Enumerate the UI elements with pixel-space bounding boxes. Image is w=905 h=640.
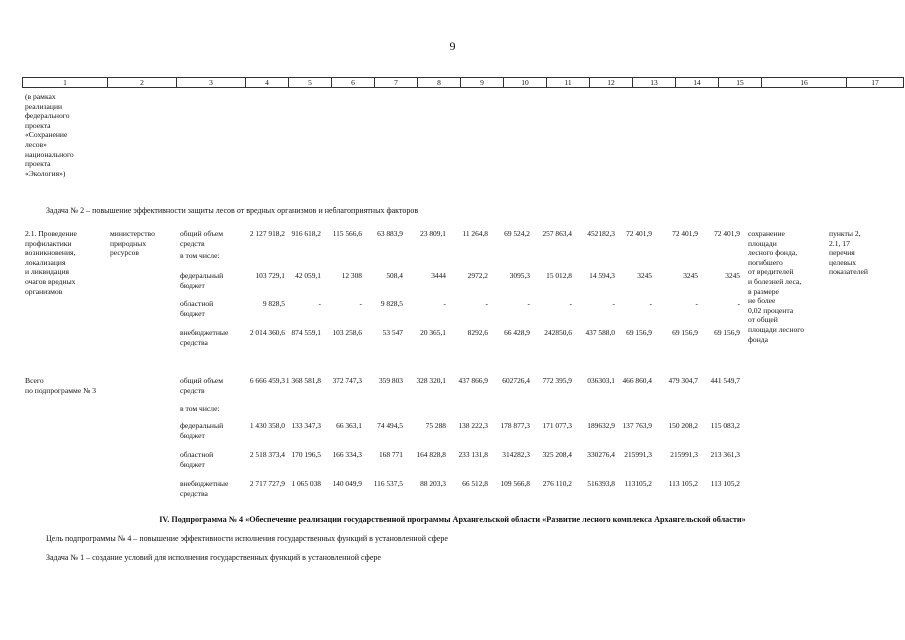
value-cell: 2 518 373,4	[249, 450, 285, 459]
header-col-6: 6	[332, 78, 375, 88]
value-cell: 3245	[683, 271, 698, 280]
value-cell: 6 666 459,3	[249, 376, 285, 385]
subprogram-4-heading: IV. Подпрограмма № 4 «Обеспечение реализации государственной программы Архангельской области «Развитие лесного комплекса Архангельской области»	[159, 515, 746, 524]
value-cell: 9 828,5	[262, 299, 285, 308]
value-cell: 257 863,4	[542, 229, 572, 238]
value-cell: 242850,6	[544, 328, 572, 337]
value-cell: 12 308	[341, 271, 362, 280]
value-cell: 137 763,9	[622, 421, 652, 430]
value-cell: 75 288	[425, 421, 446, 430]
value-cell: 330276,4	[587, 450, 615, 459]
value-cell: 516393,8	[587, 479, 615, 488]
value-cell: 036303,1	[587, 376, 615, 385]
value-cell: 72 401,9	[672, 229, 698, 238]
value-cell: 66 428,9	[504, 328, 530, 337]
total-subprogram-3-label: Всего по подпрограмме № 3	[25, 376, 97, 395]
column-number-header	[22, 77, 904, 88]
value-cell: 3245	[725, 271, 740, 280]
total3-source-federal: федеральный бюджет	[180, 421, 224, 440]
value-cell: 72 401,9	[714, 229, 740, 238]
value-cell: 2 717 727,9	[249, 479, 285, 488]
value-cell: 88 203,3	[420, 479, 446, 488]
value-cell: 42 059,1	[295, 271, 321, 280]
value-cell: 15 012,8	[546, 271, 572, 280]
header-col-15: 15	[719, 78, 762, 88]
value-cell: 178 877,3	[500, 421, 530, 430]
header-col-7: 7	[375, 78, 418, 88]
page-number: 9	[449, 39, 456, 53]
header-col-13: 13	[633, 78, 676, 88]
value-cell: 171 077,3	[542, 421, 572, 430]
value-cell: 1 430 358,0	[249, 421, 285, 430]
continuation-text: (в рамках реализации федерального проекта «Сохранение лесов» национального проекта «Экология»)	[25, 92, 74, 178]
value-cell: 189632,9	[587, 421, 615, 430]
value-cell: 314282,3	[502, 450, 530, 459]
value-cell: 1 368 581,8	[285, 376, 321, 385]
indicators-2-1: пункты 2, 2.1, 17 перечня целевых показателей	[829, 229, 868, 277]
header-col-16: 16	[762, 78, 847, 88]
value-cell: 140 049,9	[332, 479, 362, 488]
executor-2-1: министерство природных ресурсов	[110, 229, 155, 258]
header-col-17: 17	[847, 78, 904, 88]
header-col-1: 1	[23, 78, 108, 88]
value-cell: 69 524,2	[504, 229, 530, 238]
header-row	[23, 78, 904, 88]
source-federal-2-1: федеральный бюджет	[180, 271, 224, 290]
value-cell: 437 866,9	[458, 376, 488, 385]
value-cell: 74 494,5	[377, 421, 403, 430]
value-cell: 69 156,9	[672, 328, 698, 337]
value-cell: 2 127 918,2	[249, 229, 285, 238]
value-cell: -	[318, 299, 321, 308]
value-cell: -	[485, 299, 488, 308]
value-cell: 20 365,1	[420, 328, 446, 337]
value-cell: 508,4	[386, 271, 403, 280]
total3-source-total: общий объем средств	[180, 376, 224, 395]
header-col-14: 14	[676, 78, 719, 88]
value-cell: 328 320,1	[416, 376, 446, 385]
header-col-10: 10	[504, 78, 547, 88]
value-cell: 479 304,7	[668, 376, 698, 385]
measure-2-1: 2.1. Проведение профилактики возникновения, локализация и ликвидация очагов вредных организмов	[25, 229, 77, 296]
value-cell: 359 803	[378, 376, 403, 385]
value-cell: 115 083,2	[710, 421, 740, 430]
value-cell: -	[527, 299, 530, 308]
value-cell: 3245	[637, 271, 652, 280]
value-cell: 66 363,1	[336, 421, 362, 430]
value-cell: 213 361,3	[710, 450, 740, 459]
value-cell: 874 559,1	[291, 328, 321, 337]
header-col-9: 9	[461, 78, 504, 88]
value-cell: 1 065 038	[291, 479, 321, 488]
value-cell: 113 105,2	[668, 479, 698, 488]
header-col-8: 8	[418, 78, 461, 88]
value-cell: 103 729,1	[255, 271, 285, 280]
header-col-5: 5	[289, 78, 332, 88]
value-cell: 63 883,9	[377, 229, 403, 238]
subprogram-4-task-1: Задача № 1 – создание условий для исполнения государственных функций в установленной сфере	[46, 553, 381, 562]
value-cell: 215991,3	[670, 450, 698, 459]
value-cell: -	[359, 299, 362, 308]
value-cell: 109 566,8	[500, 479, 530, 488]
value-cell: 116 537,5	[373, 479, 403, 488]
value-cell: -	[569, 299, 572, 308]
total3-source-incl: в том числе:	[180, 404, 220, 413]
value-cell: 8292,6	[467, 328, 488, 337]
source-total-2-1: общий объем средств	[180, 229, 224, 248]
header-col-12: 12	[590, 78, 633, 88]
value-cell: 72 401,9	[626, 229, 652, 238]
value-cell: 215991,3	[624, 450, 652, 459]
total3-source-extrabudget: внебюджетные средства	[180, 479, 229, 498]
header-col-2: 2	[108, 78, 177, 88]
value-cell: 69 156,9	[714, 328, 740, 337]
value-cell: 2972,2	[467, 271, 488, 280]
value-cell: 166 334,3	[332, 450, 362, 459]
value-cell: 103 258,6	[332, 328, 362, 337]
value-cell: 437 588,0	[585, 328, 615, 337]
value-cell: 276 110,2	[542, 479, 572, 488]
value-cell: 372 747,3	[332, 376, 362, 385]
value-cell: 466 860,4	[622, 376, 652, 385]
value-cell: 9 828,5	[380, 299, 403, 308]
total3-source-regional: областной бюджет	[180, 450, 214, 469]
value-cell: 66 512,8	[462, 479, 488, 488]
value-cell: 115 566,6	[332, 229, 362, 238]
value-cell: 23 809,1	[420, 229, 446, 238]
value-cell: 138 222,3	[458, 421, 488, 430]
value-cell: -	[443, 299, 446, 308]
value-cell: 441 549,7	[710, 376, 740, 385]
value-cell: 772 395,9	[542, 376, 572, 385]
value-cell: 133 347,3	[291, 421, 321, 430]
value-cell: 3444	[431, 271, 446, 280]
value-cell: 164 828,8	[416, 450, 446, 459]
value-cell: 69 156,9	[626, 328, 652, 337]
value-cell: 150 208,2	[668, 421, 698, 430]
source-extrabudget-2-1: внебюджетные средства	[180, 328, 229, 347]
value-cell: -	[695, 299, 698, 308]
value-cell: 452182,3	[587, 229, 615, 238]
source-incl-2-1: в том числе:	[180, 251, 220, 260]
value-cell: 602726,4	[502, 376, 530, 385]
value-cell: -	[612, 299, 615, 308]
value-cell: 2 014 360,6	[249, 328, 285, 337]
value-cell: -	[649, 299, 652, 308]
value-cell: 113 105,2	[710, 479, 740, 488]
value-cell: 168 771	[378, 450, 403, 459]
header-col-11: 11	[547, 78, 590, 88]
expected-result-2-1: сохранение площади лесного фонда, погибшего от вредителей и болезней леса, в размере не более 0,02 процента от общей площади лесного фонда	[748, 229, 804, 344]
value-cell: 113105,2	[624, 479, 652, 488]
value-cell: -	[737, 299, 740, 308]
value-cell: 170 196,5	[291, 450, 321, 459]
source-regional-2-1: областной бюджет	[180, 299, 214, 318]
value-cell: 14 594,3	[589, 271, 615, 280]
header-col-3: 3	[177, 78, 246, 88]
task-2-title: Задача № 2 – повышение эффективности защиты лесов от вредных организмов и неблагоприятных факторов	[46, 206, 419, 215]
value-cell: 3095,3	[509, 271, 530, 280]
value-cell: 325 208,4	[542, 450, 572, 459]
value-cell: 233 131,8	[458, 450, 488, 459]
subprogram-4-goal: Цель подпрограммы № 4 – повышение эффективности исполнения государственных функций в установленной сфере	[46, 534, 448, 543]
value-cell: 11 264,8	[462, 229, 488, 238]
value-cell: 916 618,2	[291, 229, 321, 238]
header-col-4: 4	[246, 78, 289, 88]
value-cell: 53 547	[382, 328, 403, 337]
